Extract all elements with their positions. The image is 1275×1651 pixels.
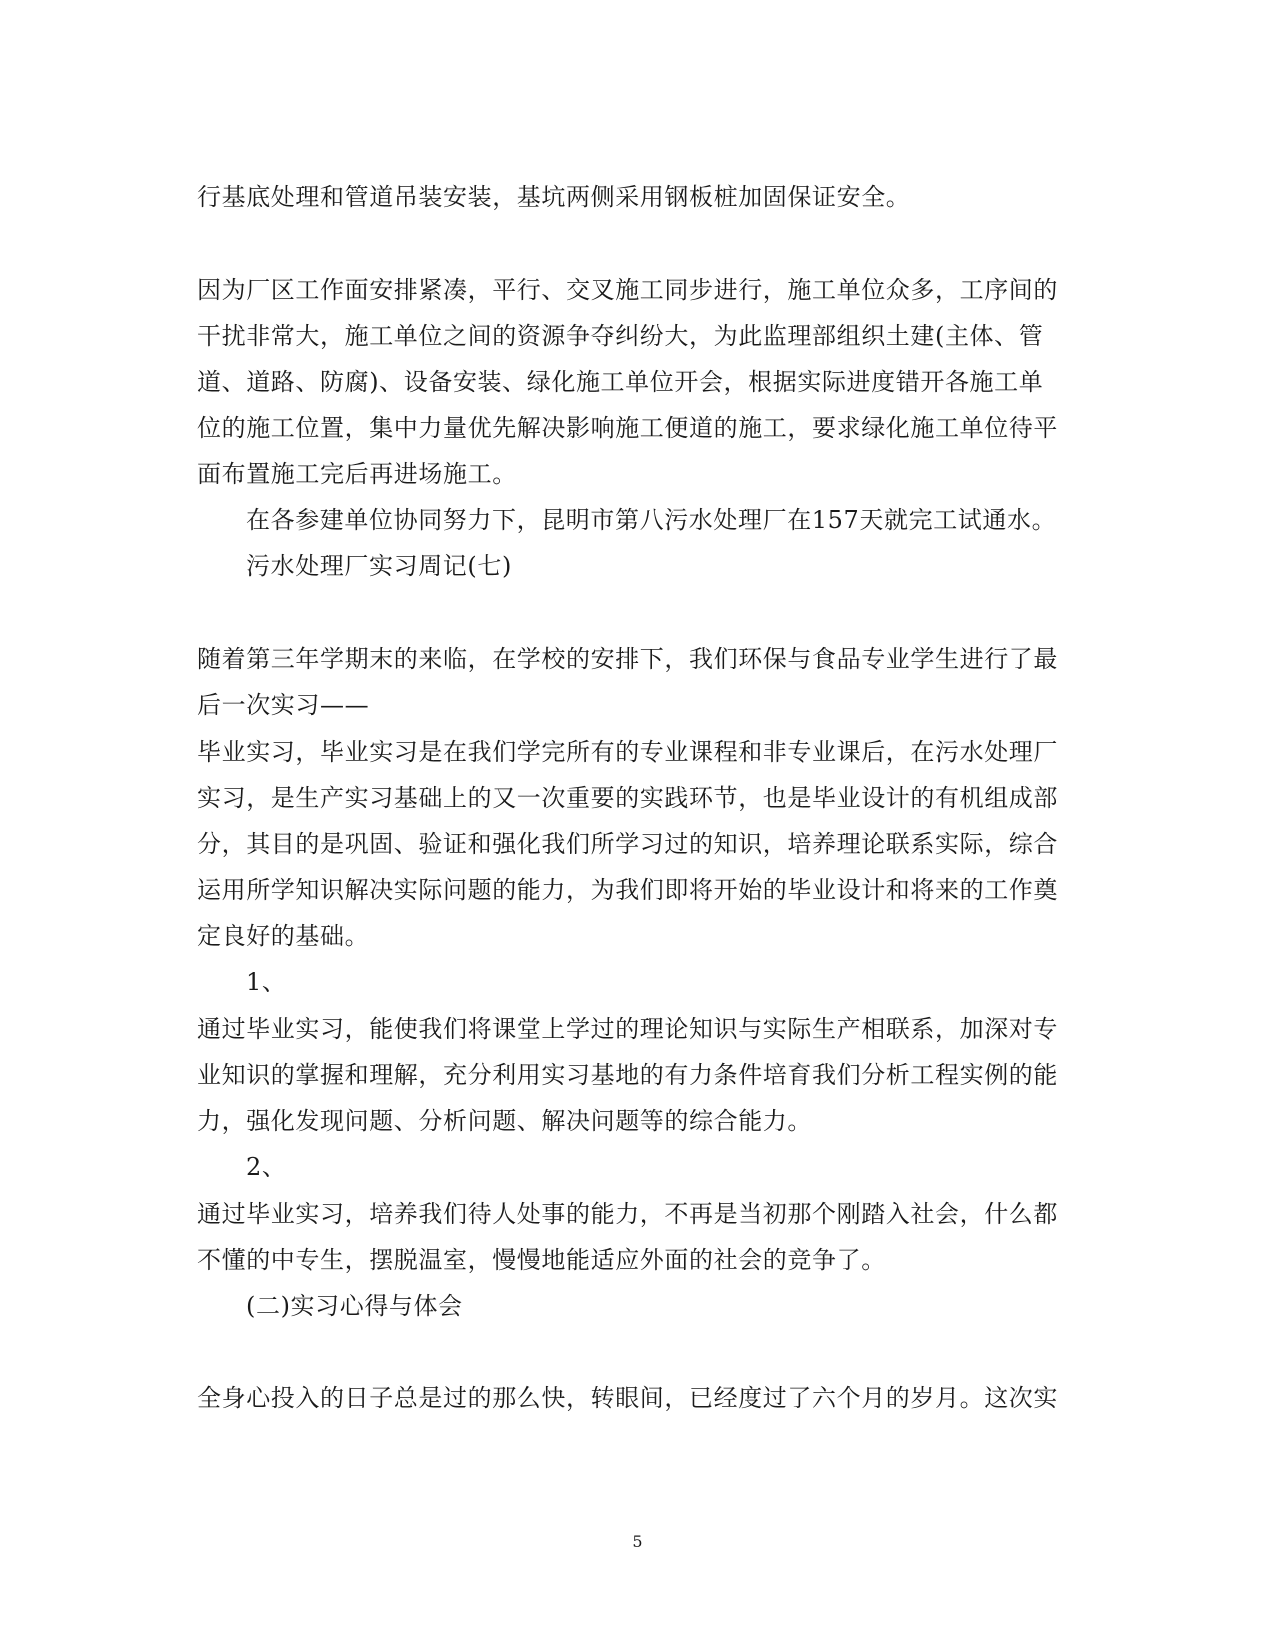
text-line: 全身心投入的日子总是过的那么快，转眼间，已经度过了六个月的岁月。这次实 (197, 1384, 1058, 1412)
text-line: 面布置施工完后再进场施工。 (197, 460, 517, 488)
section-heading: 污水处理厂实习周记(七) (246, 552, 512, 580)
text-line: 不懂的中专生，摆脱温室，慢慢地能适应外面的社会的竞争了。 (197, 1246, 886, 1274)
text-line: 干扰非常大，施工单位之间的资源争夺纠纷大，为此监理部组织土建(主体、管 (197, 322, 1044, 350)
text-line: 因为厂区工作面安排紧凑，平行、交叉施工同步进行，施工单位众多，工序间的 (197, 276, 1058, 304)
text-line: 运用所学知识解决实际问题的能力，为我们即将开始的毕业设计和将来的工作奠 (197, 876, 1058, 904)
text-line: 业知识的掌握和理解，充分利用实习基地的有力条件培育我们分析工程实例的能 (197, 1061, 1058, 1089)
text-line: 毕业实习，毕业实习是在我们学完所有的专业课程和非专业课后，在污水处理厂 (197, 738, 1058, 766)
text-line: 道、道路、防腐)、设备安装、绿化施工单位开会，根据实际进度错开各施工单 (197, 368, 1044, 396)
text-line: 行基底处理和管道吊装安装，基坑两侧采用钢板桩加固保证安全。 (197, 183, 911, 211)
text-line: 分，其目的是巩固、验证和强化我们所学习过的知识，培养理论联系实际，综合 (197, 830, 1058, 858)
list-number: 1、 (246, 968, 287, 996)
section-heading: (二)实习心得与体会 (246, 1292, 463, 1320)
list-number: 2、 (246, 1153, 287, 1181)
text-line: 随着第三年学期末的来临，在学校的安排下，我们环保与食品专业学生进行了最 (197, 645, 1058, 673)
page-number: 5 (632, 1532, 643, 1551)
text-line: 实习，是生产实习基础上的又一次重要的实践环节，也是毕业设计的有机组成部 (197, 784, 1058, 812)
text-line: 定良好的基础。 (197, 922, 370, 950)
text-line: 后一次实习—— (197, 691, 370, 719)
text-line: 位的施工位置，集中力量优先解决影响施工便道的施工，要求绿化施工单位待平 (197, 414, 1058, 442)
text-line: 通过毕业实习，培养我们待人处事的能力，不再是当初那个刚踏入社会，什么都 (197, 1200, 1058, 1228)
text-line: 通过毕业实习，能使我们将课堂上学过的理论知识与实际生产相联系，加深对专 (197, 1015, 1058, 1043)
text-line: 力，强化发现问题、分析问题、解决问题等的综合能力。 (197, 1107, 812, 1135)
text-line: 在各参建单位协同努力下，昆明市第八污水处理厂在157天就完工试通水。 (246, 506, 1057, 534)
